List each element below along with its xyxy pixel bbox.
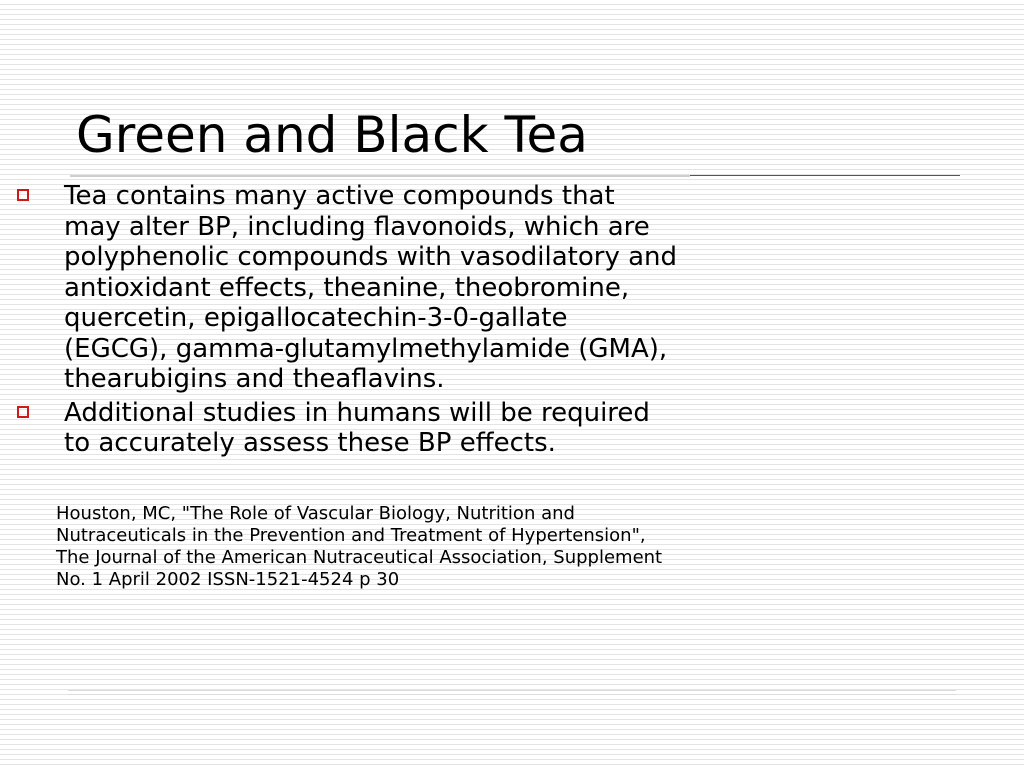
citation: Houston, MC, "The Role of Vascular Biology, Nutrition and Nutraceuticals in the Prevention and Treatment of Hypertension", The Journal of the American Nutraceutical Association, Supplement No. 1 April 2002 ISSN-1521-4524 p 30 (56, 503, 663, 590)
bullet-text: Additional studies in humans will be required to accurately assess these BP effects. (64, 397, 650, 458)
bullet-text: Tea contains many active compounds that may alter BP, including flavonoids, which are polyphenolic compounds with vasodilatory and antioxidant effects, theanine, theobromine, quercetin, epigallocatechin-3-0-gallate (EGCG), gamma-glutamylmethylamide (GMA), thearubigins and theaflavins. (64, 181, 678, 394)
title-underline (70, 175, 960, 177)
title-underline-gray (70, 175, 690, 177)
hollow-square-bullet-icon (17, 406, 29, 418)
bullet-item (14, 181, 814, 395)
footer-rule (68, 690, 956, 695)
bullet-item (14, 398, 814, 459)
hollow-square-bullet-icon (17, 189, 29, 201)
title-underline-red (690, 175, 960, 176)
slide-title: Green and Black Tea (76, 106, 588, 164)
bullet-list (14, 181, 814, 462)
